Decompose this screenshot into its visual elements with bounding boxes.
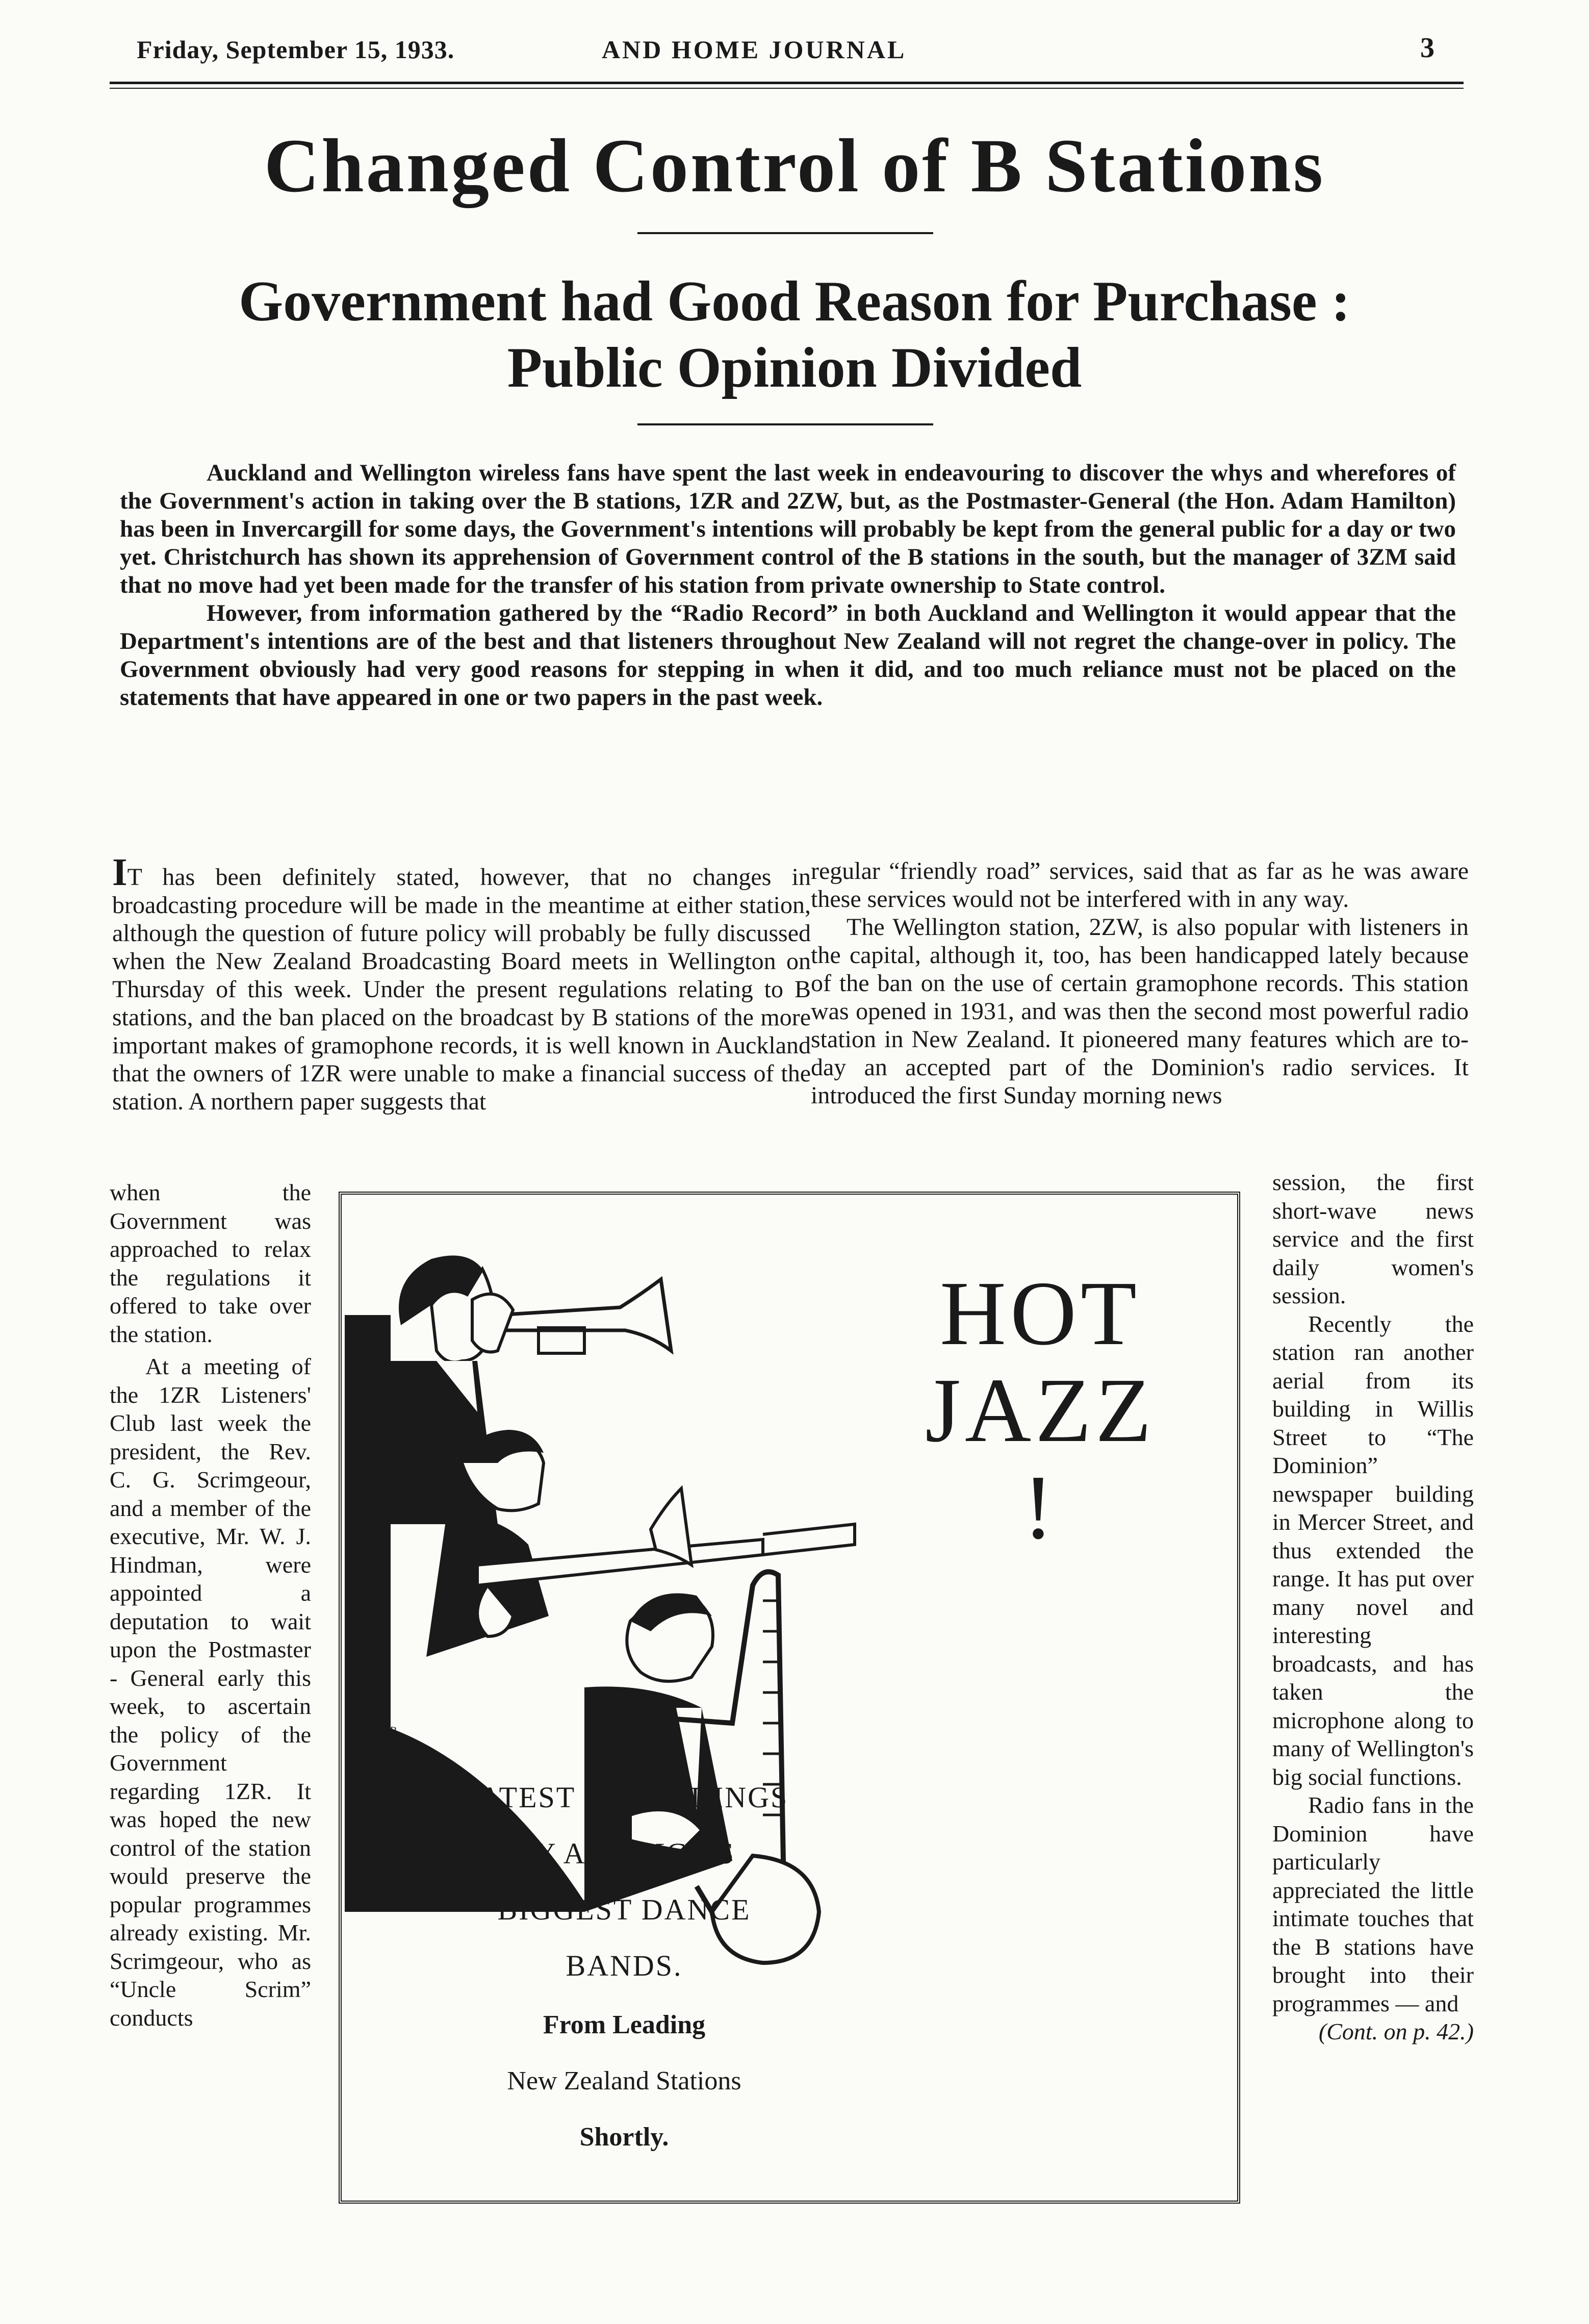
column-2-paragraph-1: regular “friendly road” services, said that as far as he was aware these services would not be interfered with in any way.: [811, 857, 1469, 913]
trumpet-icon: [472, 1279, 671, 1353]
issue-date: Friday, September 15, 1933.: [137, 35, 455, 64]
intro: [120, 459, 1456, 712]
ad-line-5: From Leading: [543, 2010, 706, 2039]
ad-line-3: BIGGEST DANCE: [497, 1893, 751, 1926]
title-divider: [637, 232, 933, 234]
subtitle-divider: [637, 423, 933, 425]
intro-paragraph-1: Auckland and Wellington wireless fans have spent the last week in endeavouring to discover the whys and wherefores of the Government's action in taking over the B stations, 1ZR and 2ZW, but, as the Postmaster-General (the Hon. Adam Hamilton) has been in Invercargill for some days, the Government's intentions will probably be kept from the general public for a day or two yet. Christchurch has shown its apprehension of Government control of the B stations in the south, but the manager of 3ZM said that no move had yet been made for the transfer of his station from private ownership to State control.: [120, 460, 1456, 598]
publication-name: AND HOME JOURNAL: [602, 35, 907, 64]
column-1-narrow: [110, 1178, 311, 2032]
headline: Changed Control of B Stations: [264, 123, 1325, 208]
subheadline-line-1: Government had Good Reason for Purchase :: [239, 270, 1350, 333]
column-2-top: [811, 857, 1469, 1109]
drop-cap: I: [112, 851, 127, 894]
column-2-paragraph-4: Recently the station ran another aerial from its building in Willis Street to “The Dominion” newspaper building in Mercer Street, and thus extended the range. It has put over many novel and interesting broadcasts, and has taken the microphone along to many of Wellington's big social functions.: [1272, 1310, 1474, 1790]
ad-line-2: BY AMERICA'S: [513, 1837, 735, 1870]
artist-mark: JOR: [377, 1724, 398, 1737]
column-2-paragraph-2: The Wellington station, 2ZW, is also popular with listeners in the capital, although it, too, has been handicapped lately because of the ban on the use of certain gramophone records. This station was opened in 1931, and was then the second most powerful radio station in New Zealand. It pioneered many features which are to-day an accepted part of the Dominion's radio services. It introduced the first Sunday morning news: [811, 914, 1469, 1109]
column-2-paragraph-3: session, the first short-wave news service and the first daily women's session.: [1272, 1169, 1474, 1308]
ad-headline: [913, 1262, 1168, 1558]
intro-paragraph-2: However, from information gathered by the “Radio Record” in both Auckland and Wellington it would appear that the Department's intentions are of the best and that listeners throughout New Zealand will not regret the change-over in policy. The Government obviously had very good reasons for stepping in when it did, and too much reliance must not be placed on the statements that have appeared in one or two papers in the past week.: [120, 600, 1456, 711]
column-2-narrow: [1272, 1168, 1474, 2046]
column-1-paragraph-1: T has been definitely stated, however, that no changes in broadcasting procedure will be made in the meantime at either station, although the question of future policy will probably be fully discussed when the New Zealand Broadcasting Board meets in Wellington on Thursday of this week. Under the present regulations relating to B stations, and the ban placed on the broadcast by B stations of the more important makes of gramophone records, it is well known in Auckland that the owners of 1ZR were unable to make a financial success of the station. A northern paper suggests that: [112, 864, 811, 1115]
masthead-rule-thin: [110, 88, 1464, 89]
subheadline-line-2: Public Opinion Divided: [507, 336, 1082, 399]
ad-line-7: Shortly.: [579, 2123, 669, 2152]
ad-headline-hot: HOT: [940, 1262, 1141, 1364]
page-number: 3: [1420, 32, 1435, 64]
masthead-rule: [110, 82, 1464, 84]
ad-line-4: BANDS.: [566, 1949, 683, 1982]
column-1-top: [112, 851, 811, 1116]
ad-line-6: New Zealand Stations: [507, 2066, 741, 2095]
ad-line-1: LATEST RECORDINGS: [459, 1781, 789, 1814]
continued-note: (Cont. on p. 42.): [1318, 2018, 1474, 2044]
column-2-paragraph-5: Radio fans in the Dominion have particularly appreciated the little intimate touches that the B stations have brought into their programmes — and: [1272, 1792, 1474, 2016]
column-1-paragraph-3: At a meeting of the 1ZR Listeners' Club last week the president, the Rev. C. G. Scrimgeour, and a member of the executive, Mr. W. J. Hindman, were appointed a deputation to wait upon the Postmaster - General early this week, to ascertain the policy of the Government regarding 1ZR. It was hoped the new control of the station would preserve the popular programmes already existing. Mr. Scrimgeour, who as “Uncle Scrim” conducts: [110, 1353, 311, 2031]
column-1-paragraph-2: when the Government was approached to relax the regulations it offered to take over the station.: [110, 1179, 311, 1347]
ad-headline-jazz: JAZZ !: [925, 1359, 1156, 1558]
